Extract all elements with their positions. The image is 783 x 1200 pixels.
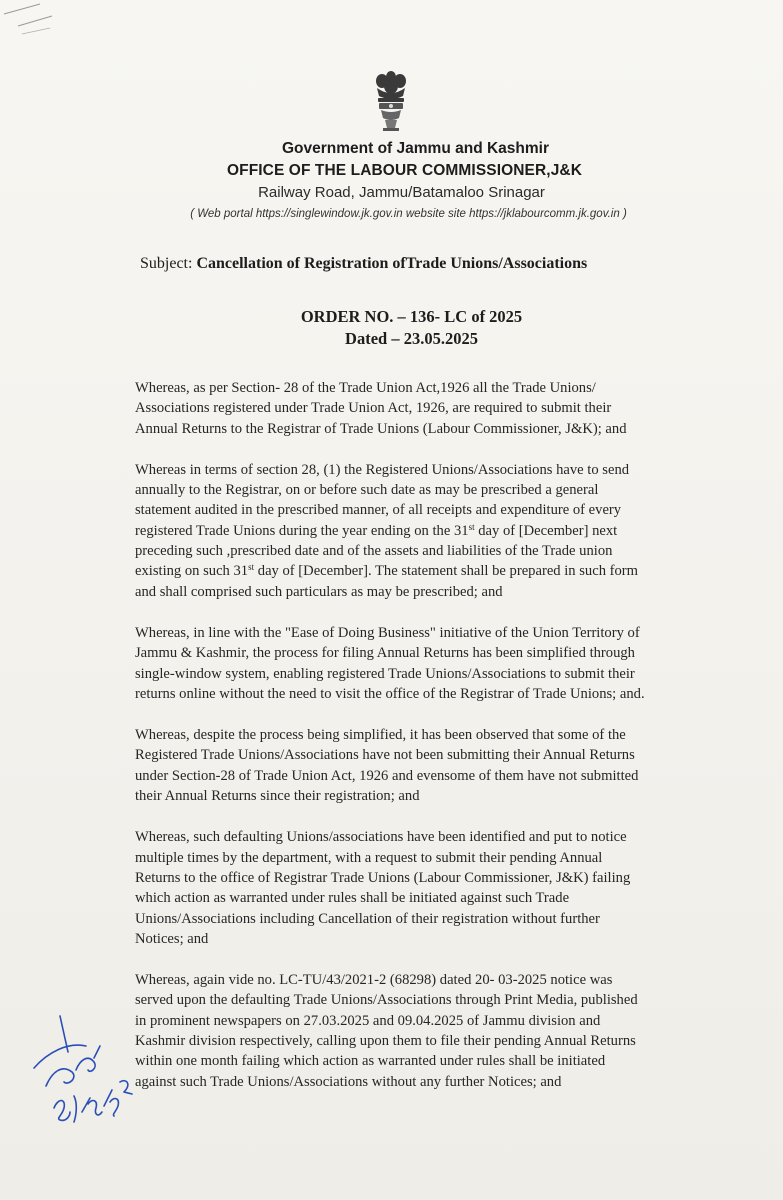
order-number: ORDER NO. – 136- LC of 2025 — [300, 307, 523, 326]
paragraph-line: Whereas, such defaulting Unions/associations have been identified and put to notice — [135, 829, 627, 846]
paragraph-line: Returns to the office of Registrar Trade Unions (Labour Commissioner, J&K) failing — [135, 869, 631, 886]
paragraph-line: annually to the Registrar, on or before such date as may be prescribed a general — [135, 482, 599, 499]
line-tail: day of [December]. The statement shall be prepared in such form — [254, 563, 639, 580]
paragraph-1 — [135, 378, 688, 439]
handwritten-signature — [28, 1012, 140, 1140]
superscript: st — [248, 562, 255, 573]
paragraph-2 — [135, 460, 688, 602]
paragraph-6 — [135, 970, 688, 1092]
letterhead — [0, 138, 783, 224]
paragraph-line: Whereas in terms of section 28, (1) the Registered Unions/Associations have to send — [135, 461, 630, 478]
paragraph-line: served upon the defaulting Trade Unions/Associations through Print Media, published — [135, 992, 638, 1009]
paragraph-line: Registered Trade Unions/Associations have not been submitting their Annual Returns — [135, 747, 635, 764]
subject-text: Cancellation of Registration ofTrade Unions/Associations — [196, 255, 588, 272]
subject-line — [140, 253, 587, 275]
government-name: Government of Jammu and Kashmir — [281, 140, 549, 157]
pencil-mark — [0, 0, 70, 50]
paragraph-line: Whereas, in line with the "Ease of Doing Business" initiative of the Union Territory of — [135, 624, 640, 641]
web-portal-line: ( Web portal https://singlewindow.jk.gov.in website site https://jklabourcomm.jk.gov.in ) — [190, 208, 627, 220]
order-body — [135, 378, 688, 1113]
paragraph-3 — [135, 623, 688, 704]
paragraph-line: single-window system, enabling registered Trade Unions/Associations to submit their — [135, 665, 635, 682]
paragraph-line: their Annual Returns since their registration; and — [135, 788, 420, 805]
paragraph-line: Associations registered under Trade Union Act, 1926, are required to submit their — [135, 400, 612, 417]
paragraph-line: Whereas, as per Section- 28 of the Trade Union Act,1926 all the Trade Unions/ — [135, 380, 596, 396]
paragraph-line: under Section-28 of Trade Union Act, 1926 and evensome of them have not submitted — [135, 767, 639, 784]
paragraph-line: Whereas, despite the process being simplified, it has been observed that some of the — [135, 727, 626, 744]
office-address: Railway Road, Jammu/Batamaloo Srinagar — [258, 184, 545, 201]
line-tail: day of [December] next — [474, 522, 618, 539]
superscript: st — [468, 521, 475, 532]
national-emblem-icon — [369, 68, 413, 134]
paragraph-line-with-sup — [135, 561, 688, 581]
paragraph-line-with-sup — [135, 521, 688, 541]
paragraph-line: in prominent newspapers on 27.03.2025 and 09.04.2025 of Jammu division and — [135, 1012, 601, 1029]
paragraph-line: within one month failing which action as warranted under rules shall be initiated — [135, 1053, 606, 1070]
paragraph-line: which action as warranted under rules shall be initiated against such Trade — [135, 890, 570, 907]
paragraph-line: preceding such ,prescribed date and of the assets and liabilities of the Trade union — [135, 543, 613, 560]
paragraph-line: multiple times by the department, with a request to submit their pending Annual — [135, 849, 603, 866]
line-text: existing on such 31 — [135, 563, 249, 580]
paragraph-line: Unions/Associations including Cancellation of their registration without further — [135, 910, 600, 927]
paragraph-line: Kashmir division respectively, calling upon them to file their pending Annual Returns — [135, 1033, 636, 1050]
order-date: Dated – 23.05.2025 — [345, 329, 478, 348]
paragraph-line: Annual Returns to the Registrar of Trade Unions (Labour Commissioner, J&K); and — [135, 420, 627, 437]
paragraph-line: returns online without the need to visit the office of the Registrar of Trade Unions; and. — [135, 685, 645, 702]
paragraph-line: Jammu & Kashmir, the process for filing Annual Returns has been simplified through — [135, 645, 635, 662]
paragraph-5 — [135, 827, 688, 949]
paragraph-line: and shall comprised such particulars as may be prescribed; and — [135, 583, 503, 600]
paragraph-line: Whereas, again vide no. LC-TU/43/2021-2 (68298) dated 20- 03-2025 notice was — [135, 972, 613, 989]
subject-label: Subject: — [140, 255, 193, 272]
order-heading — [0, 306, 783, 350]
line-text: registered Trade Unions during the year ending on the 31 — [135, 522, 469, 539]
paragraph-line: statement audited in the prescribed manner, of all receipts and expenditure of every — [135, 502, 622, 519]
paragraph-4 — [135, 725, 688, 806]
paragraph-line: against such Trade Unions/Associations without any further Notices; and — [135, 1073, 562, 1090]
paragraph-line: Notices; and — [135, 930, 209, 947]
office-name: OFFICE OF THE LABOUR COMMISSIONER,J&K — [226, 162, 583, 179]
